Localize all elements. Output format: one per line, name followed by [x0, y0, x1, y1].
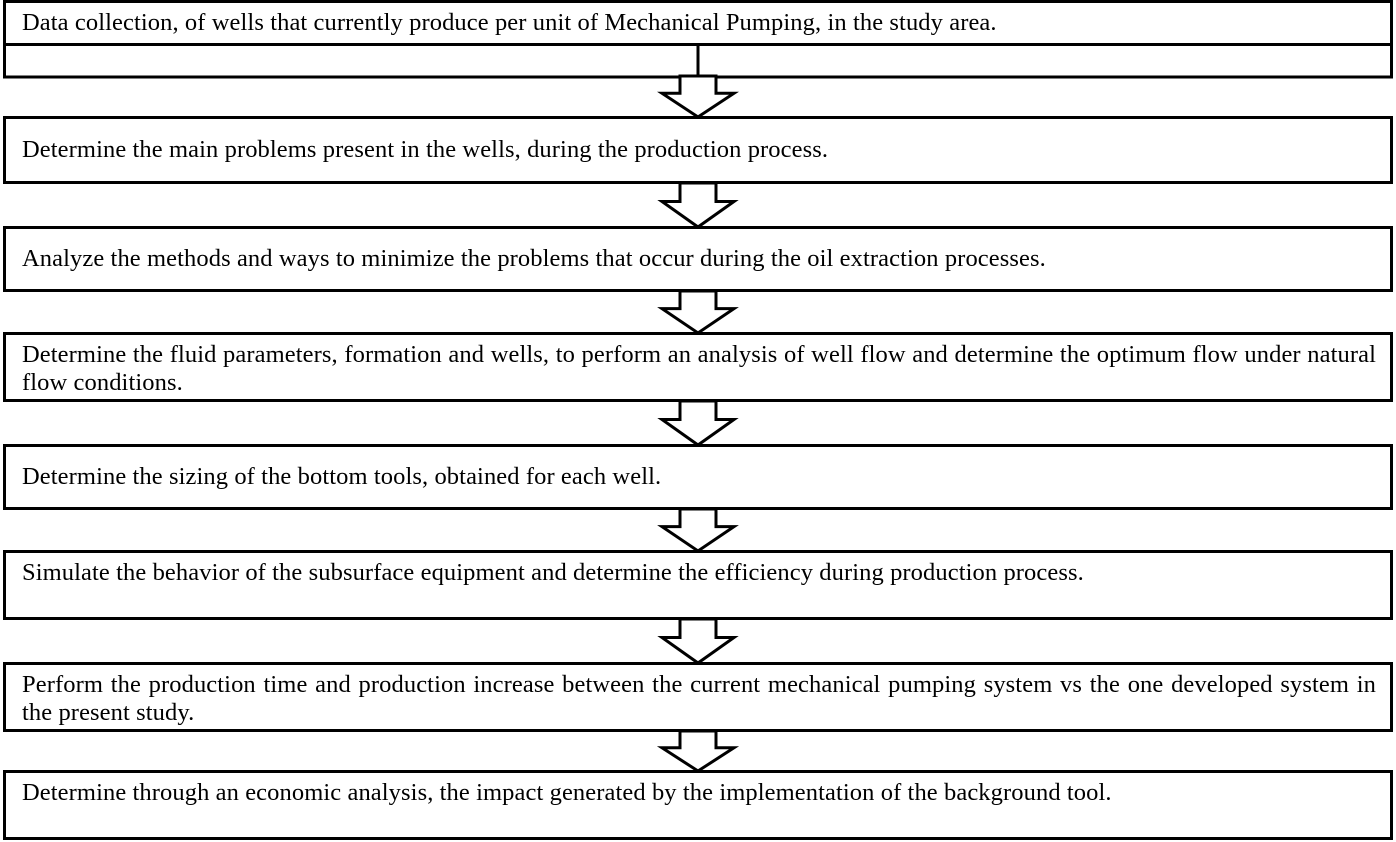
step-box-2	[3, 116, 1393, 184]
arrow-step-5-to-step-6	[662, 509, 734, 551]
step-7-text: Perform the production time and production increase between the current mechanical pumping system vs the one developed system in the present study.	[22, 671, 1376, 726]
step-6-text: Simulate the behavior of the subsurface equipment and determine the efficiency during production process.	[22, 559, 1084, 586]
step-box-7	[3, 662, 1393, 732]
step-5-text: Determine the sizing of the bottom tools, obtained for each well.	[22, 463, 662, 490]
step-box-8	[3, 770, 1393, 840]
arrow-step-2-to-step-3	[662, 183, 734, 227]
arrow-step-6-to-step-7	[662, 619, 734, 663]
step-1-text: Data collection, of wells that currently produce per unit of Mechanical Pumping, in the study area.	[22, 9, 997, 36]
step-box-5	[3, 444, 1393, 510]
step-box-6	[3, 550, 1393, 620]
step-2-text: Determine the main problems present in the wells, during the production process.	[22, 136, 829, 163]
step-4-text: Determine the fluid parameters, formation and wells, to perform an analysis of well flow and determine the optimum flow under natural flow conditions.	[22, 341, 1376, 396]
step-8-text: Determine through an economic analysis, the impact generated by the implementation of the background tool.	[22, 779, 1112, 806]
arrow-step-7-to-step-8	[662, 731, 734, 771]
arrow-step-4-to-step-5	[662, 401, 734, 445]
step-box-3	[3, 226, 1393, 292]
arrow-step-1-to-step-2	[662, 76, 734, 117]
arrow-step-3-to-step-4	[662, 291, 734, 333]
step-box-4	[3, 332, 1393, 402]
step-3-text: Analyze the methods and ways to minimize the problems that occur during the oil extraction processes.	[22, 245, 1046, 272]
step-box-1	[3, 0, 1393, 46]
